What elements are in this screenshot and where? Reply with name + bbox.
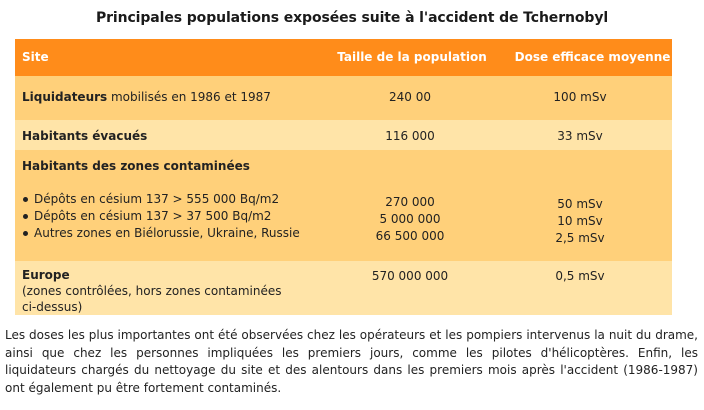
list-item: Dépôts en césium 137 > 555 000 Bq/m2 — [22, 191, 342, 208]
table-row-liquidateurs — [15, 76, 672, 120]
population-cell: 570 000 000 — [371, 269, 449, 283]
page-title: Principales populations exposées suite à l'accident de Tchernobyl — [95, 10, 609, 26]
dose-value: 10 mSv — [557, 214, 603, 228]
site-cell — [22, 267, 292, 315]
table-row-evacues — [15, 120, 672, 150]
header-population: Taille de la population — [337, 50, 487, 64]
population-list — [335, 194, 485, 245]
list-item: Dépôts en césium 137 > 37 500 Bq/m2 — [22, 208, 342, 225]
list-item: Autres zones en Biélorussie, Ukraine, Russie — [22, 225, 342, 242]
body-paragraph: Les doses les plus importantes ont été observées chez les opérateurs et les pompiers intervenus la nuit du drame, ainsi que chez les personnes impliquées les premiers jours, comme les pilotes d'hélicoptères. Enfin, les liquidateurs chargés du nettoyage du site et des alentours dans les premiers mois après l'accident (1986-1987) ont également pu être fortement contaminés. — [5, 328, 698, 395]
dose-value: 50 mSv — [557, 197, 603, 211]
site-cell — [22, 150, 322, 261]
header-site: Site — [22, 50, 49, 64]
population-cell: 240 00 — [389, 90, 431, 104]
dose-cell: 33 mSv — [557, 129, 603, 143]
dose-list — [505, 196, 655, 247]
zone-list — [22, 191, 342, 242]
dose-cell: 100 mSv — [553, 90, 607, 104]
site-note: (zones contrôlées, hors zones contaminées ci-dessus) — [22, 284, 282, 314]
exposure-table — [15, 39, 672, 315]
population-cell: 116 000 — [385, 129, 435, 143]
site-name: Habitants évacués — [22, 129, 148, 143]
table-row-zones-contaminees — [15, 150, 672, 261]
site-detail: mobilisés en 1986 et 1987 — [107, 90, 271, 104]
population-value: 270 000 — [385, 195, 435, 209]
dose-value: 2,5 mSv — [555, 231, 605, 245]
table-row-europe — [15, 261, 672, 315]
site-name: Liquidateurs — [22, 90, 108, 104]
population-value: 5 000 000 — [379, 212, 441, 226]
population-value: 66 500 000 — [375, 229, 445, 243]
table-header-row — [15, 39, 672, 76]
site-name: Europe — [22, 268, 70, 282]
site-name: Habitants des zones contaminées — [22, 159, 250, 173]
site-cell — [22, 90, 322, 104]
dose-cell: 0,5 mSv — [555, 269, 605, 283]
header-dose: Dose efficace moyenne — [514, 50, 671, 64]
